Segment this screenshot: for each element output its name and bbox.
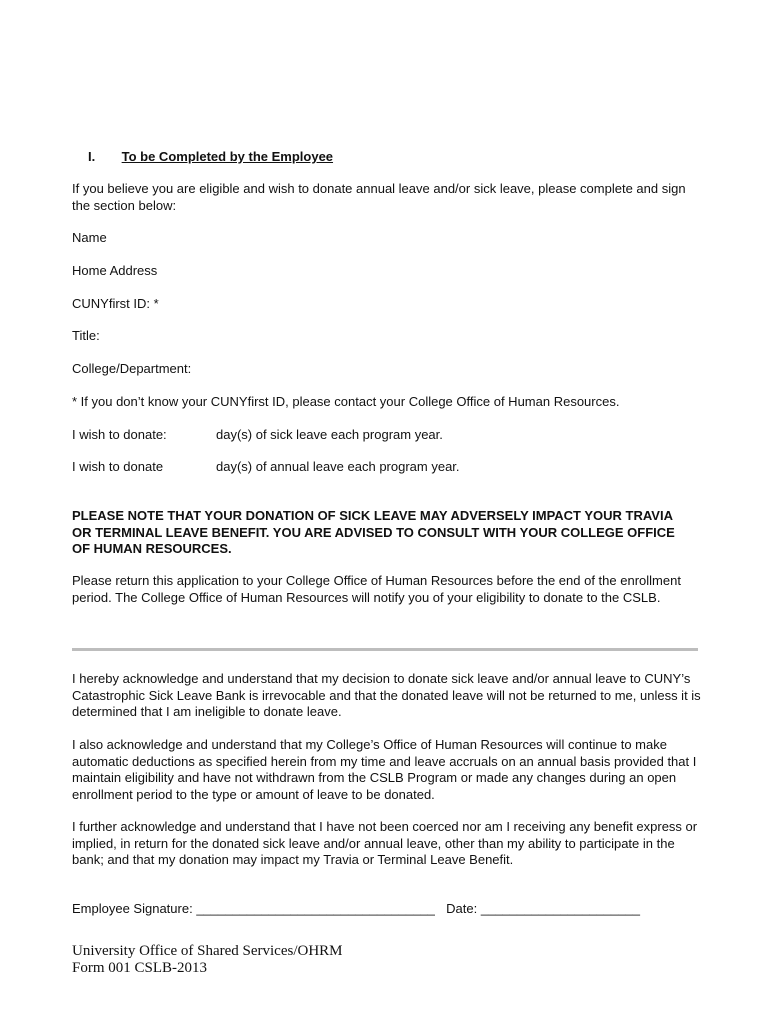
cunyfirst-footnote: * If you don’t know your CUNYfirst ID, please contact your College Office of Human Resources. — [72, 394, 620, 409]
field-name-label: Name — [72, 230, 107, 245]
section-number: I. — [88, 149, 96, 164]
sick-leave-notice: PLEASE NOTE THAT YOUR DONATION OF SICK LEAVE MAY ADVERSELY IMPACT YOUR TRAVIA OR TERMINAL LEAVE BENEFIT. YOU ARE ADVISED TO CONSULT WITH YOUR COLLEGE OFFICE OF HUMAN RESOURCES. — [72, 508, 675, 556]
date-label: Date: — [446, 901, 478, 916]
signature-label: Employee Signature: — [72, 901, 193, 916]
footer-office: University Office of Shared Services/OHRM — [72, 943, 343, 959]
intro-text: If you believe you are eligible and wish to donate annual leave and/or sick leave, please complete and sign the section below: — [72, 181, 686, 213]
donate-sick-row — [72, 427, 443, 442]
field-home-address-label: Home Address — [72, 263, 158, 278]
field-title-label: Title: — [72, 328, 100, 343]
signature-line[interactable]: _________________________________ — [196, 901, 435, 916]
date-line[interactable]: ______________________ — [480, 901, 640, 916]
donate-annual-label: I wish to donate — [72, 459, 164, 474]
return-instructions: Please return this application to your College Office of Human Resources before the end of the enrollment period. The College Office of Human Resources will notify you of your eligibility to donate to the CSLB. — [72, 573, 681, 605]
acknowledgement-3: I further acknowledge and understand that I have not been coerced nor am I receiving any benefit express or implied, in return for the donated sick leave and/or annual leave, other than my ability to participate in the bank; and that my donation may impact my Travia or Terminal Leave Benefit. — [72, 819, 698, 867]
donate-annual-text: day(s) of annual leave each program year. — [216, 459, 460, 474]
section-divider — [72, 648, 698, 651]
acknowledgement-2: I also acknowledge and understand that my College’s Office of Human Resources will continue to make automatic deductions as specified herein from my time and leave accruals on an annual basis provided that I maintain eligibility and have not withdrawn from the CSLB Program or made any changes during an open enrollment period to the type or amount of leave to be donated. — [72, 737, 697, 802]
donate-annual-row — [72, 459, 460, 474]
footer-form-number: Form 001 CSLB-2013 — [72, 960, 208, 976]
signature-row — [72, 901, 640, 916]
donate-sick-text: day(s) of sick leave each program year. — [216, 427, 443, 442]
section-heading — [88, 149, 333, 164]
donate-sick-label: I wish to donate: — [72, 427, 167, 442]
acknowledgement-1: I hereby acknowledge and understand that my decision to donate sick leave and/or annual leave to CUNY’s Catastrophic Sick Leave Bank is irrevocable and that the donated leave will not be returned to me, unless it is determined that I am ineligible to donate leave. — [72, 671, 701, 719]
field-cunyfirst-id-label: CUNYfirst ID: * — [72, 296, 159, 311]
section-title: To be Completed by the Employee — [121, 149, 334, 164]
field-college-department-label: College/Department: — [72, 361, 192, 376]
